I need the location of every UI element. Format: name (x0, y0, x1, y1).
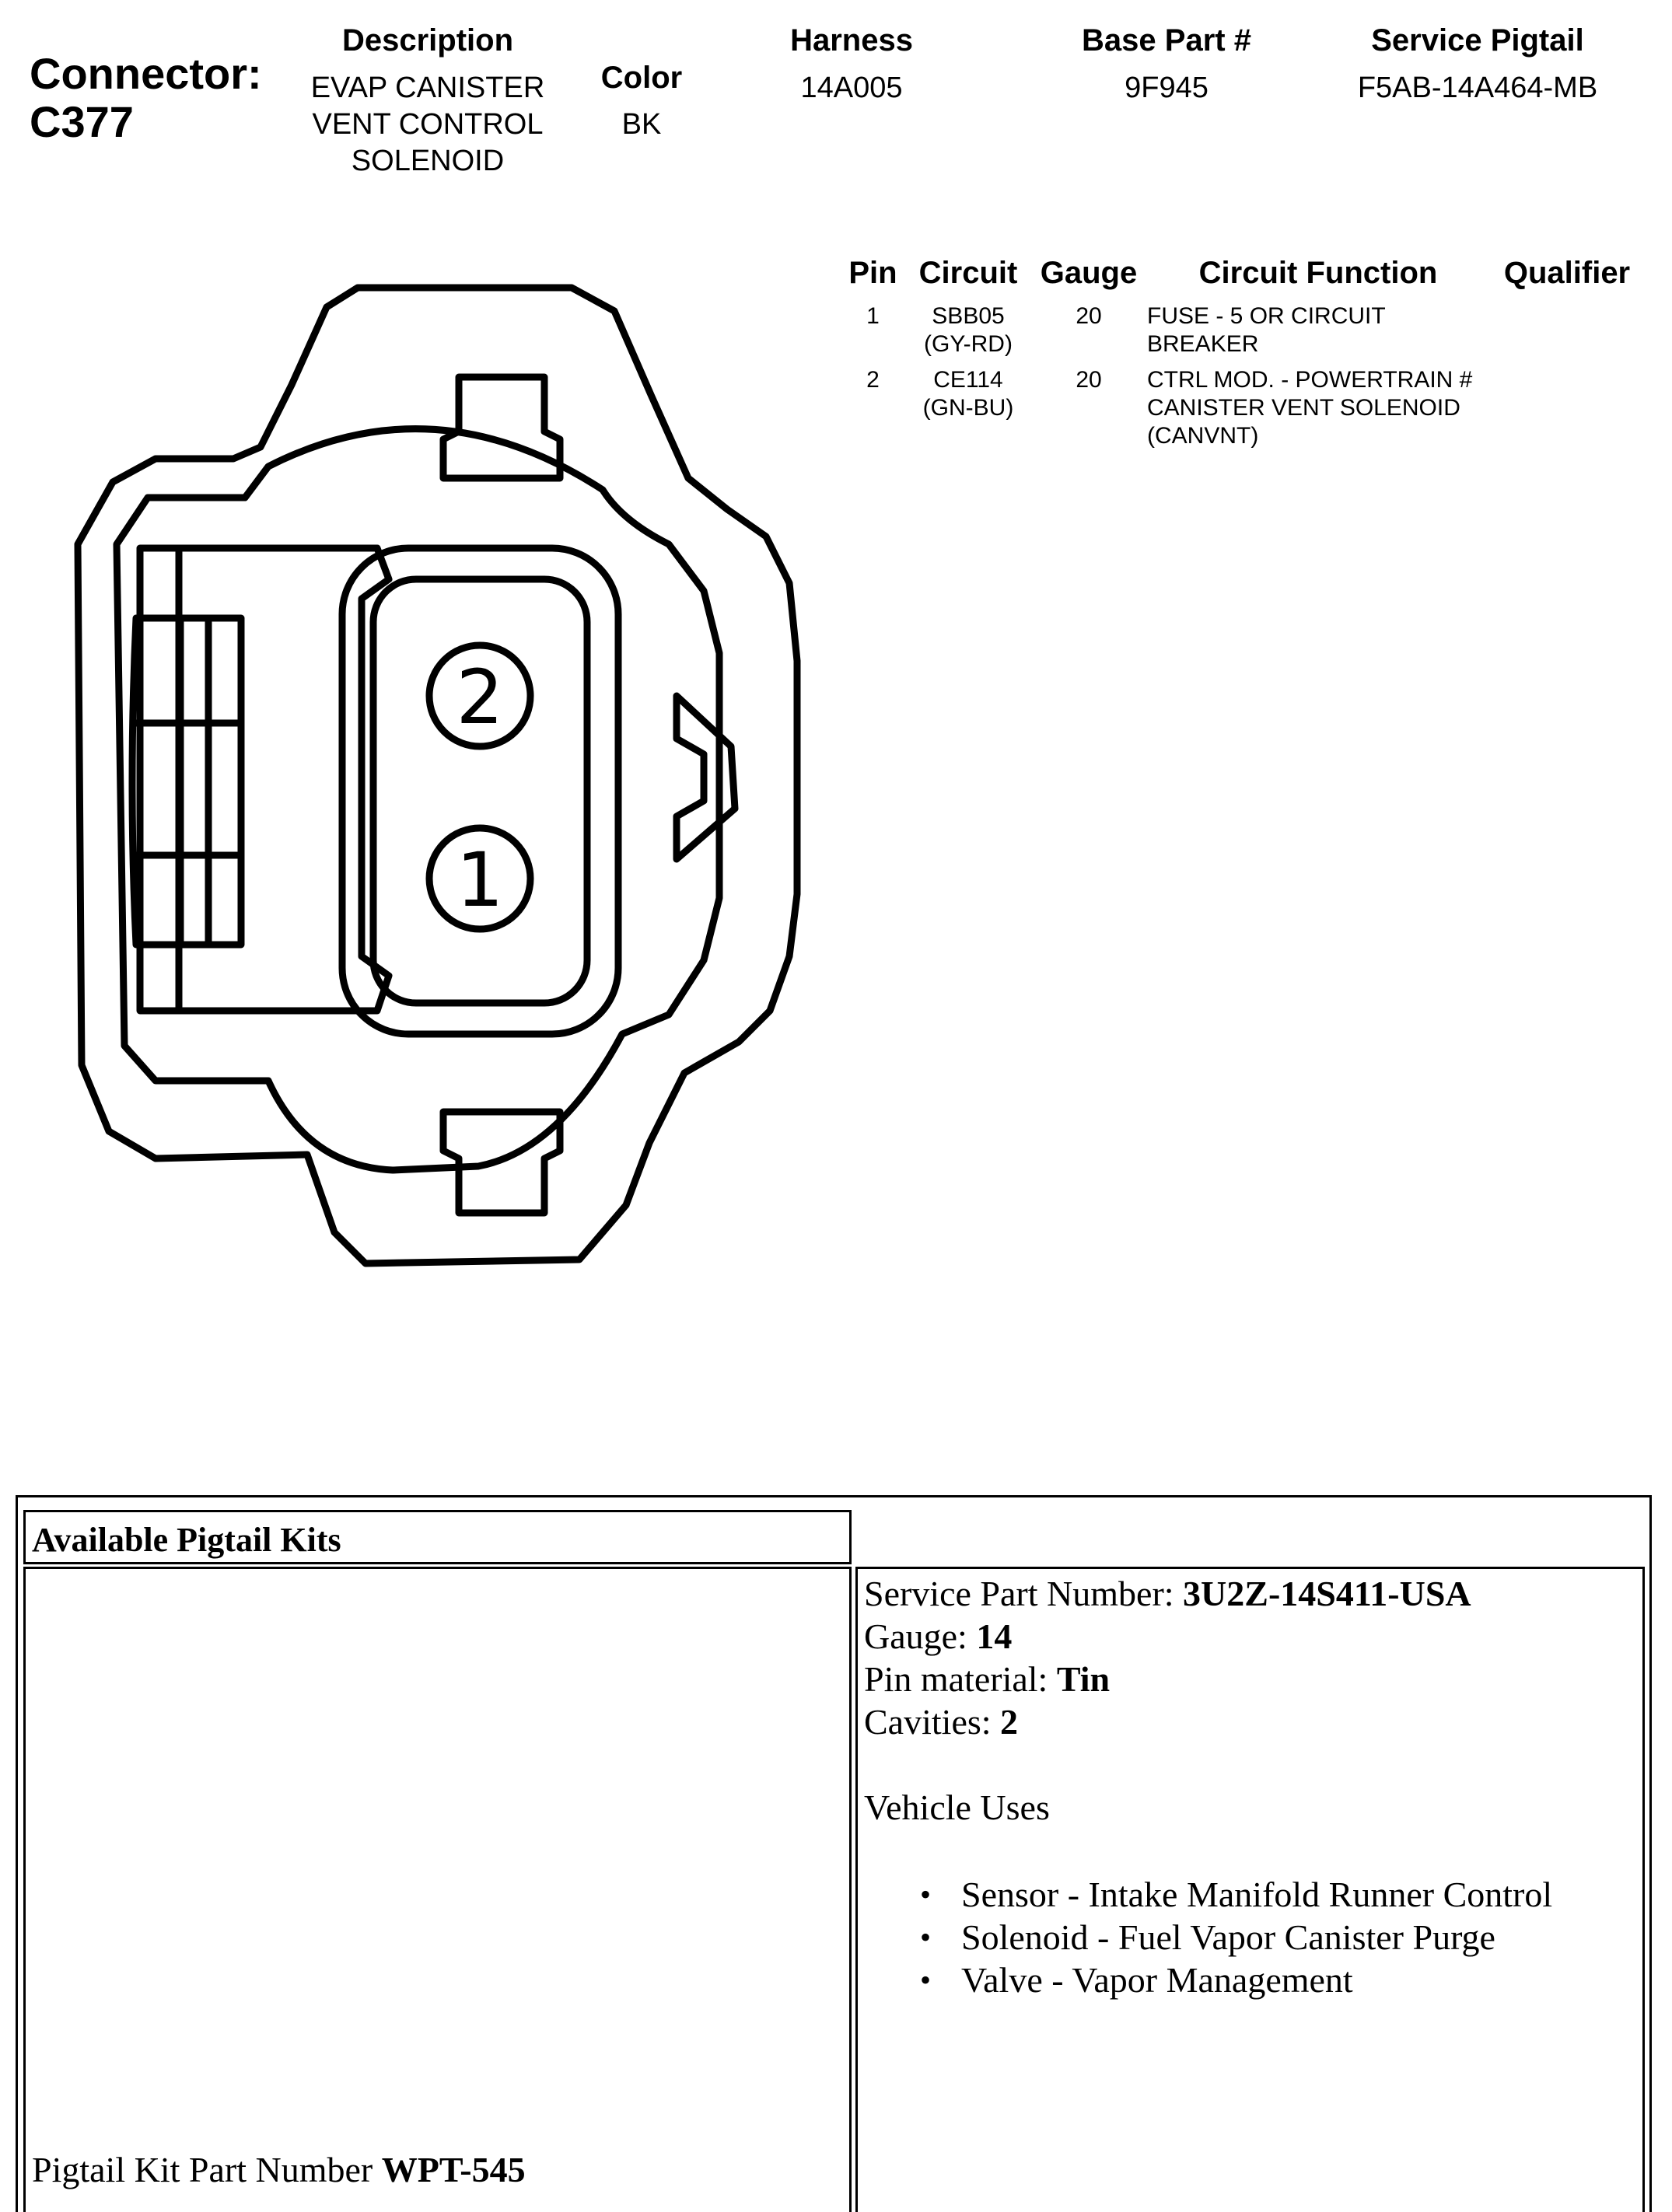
pin-table-header-gauge: Gauge (1040, 256, 1138, 290)
list-item: • Sensor - Intake Manifold Runner Control (864, 1873, 1642, 1916)
color-header: Color (600, 61, 683, 95)
key-right (677, 696, 735, 859)
vehicle-uses-list (864, 1873, 1642, 2001)
description-line: SOLENOID (351, 145, 505, 177)
connector-face-diagram (0, 0, 855, 1322)
pin-1-label: 1 (456, 837, 504, 924)
vehicle-uses-title: Vehicle Uses (864, 1787, 1050, 1827)
pin-table-header-circuit: Circuit (918, 256, 1018, 290)
pin-gauge: 20 (1076, 303, 1102, 329)
function-line: (CANVNT) (1147, 423, 1259, 449)
cavities-label: Cavities: (864, 1702, 1001, 1742)
pin-table-header-qualifier: Qualifier (1503, 256, 1631, 290)
kit-part-value: WPT-545 (381, 2150, 526, 2189)
connector-id: C377 (30, 97, 134, 146)
pin-material-value: Tin (1056, 1659, 1111, 1699)
description-line: EVAP CANISTER (310, 72, 545, 104)
gauge-label: Gauge: (864, 1616, 977, 1656)
pigtail-image-cell (23, 1567, 852, 2212)
harness-header: Harness (790, 23, 913, 58)
service-pigtail-value: F5AB-14A464-MB (1357, 72, 1598, 104)
service-pigtail-header: Service Pigtail (1371, 23, 1584, 58)
connector-outer-housing (78, 288, 797, 1263)
pin-circuit (910, 366, 1027, 422)
cavities-value: 2 (1000, 1702, 1019, 1742)
service-part-label: Service Part Number: (864, 1574, 1184, 1613)
base-part-value: 9F945 (1125, 72, 1209, 104)
pigtail-title-cell (23, 1510, 852, 1564)
gauge-line (864, 1615, 1642, 1658)
service-part-value: 3U2Z-14S411-USA (1183, 1574, 1471, 1613)
service-part-number (864, 1572, 1642, 1615)
pin-gauge: 20 (1076, 367, 1102, 393)
pin-table-header-function: Circuit Function (1198, 256, 1438, 290)
gauge-value: 14 (976, 1616, 1013, 1656)
pin-2-label: 2 (456, 654, 504, 741)
latch-body (132, 618, 241, 945)
pin-material-label: Pin material: (864, 1659, 1057, 1699)
cavities-line (864, 1700, 1642, 1743)
description-header: Description (341, 23, 514, 58)
pigtail-details (864, 1572, 1642, 2001)
pin-function (1147, 366, 1505, 450)
pin-number: 2 (866, 367, 880, 393)
pigtail-kit-part-number (32, 2148, 526, 2191)
color-value: BK (621, 108, 662, 141)
pin-function (1147, 302, 1505, 358)
kit-part-label: Pigtail Kit Part Number (32, 2150, 382, 2189)
cavity-outer (342, 548, 618, 1034)
harness-value: 14A005 (800, 72, 903, 104)
function-line: BREAKER (1147, 331, 1259, 357)
circuit-code: CE114 (933, 367, 1003, 393)
list-item: • Solenoid - Fuel Vapor Canister Purge (864, 1916, 1642, 1959)
pin-table-header-pin: Pin (848, 256, 897, 290)
list-item: • Valve - Vapor Management (864, 1959, 1642, 2001)
key-top (443, 377, 560, 478)
function-line: CTRL MOD. - POWERTRAIN # (1147, 367, 1473, 393)
pin-number: 1 (866, 303, 880, 329)
description-line: VENT CONTROL (312, 108, 544, 141)
connector-label: Connector: (30, 49, 262, 98)
circuit-color: (GN-BU) (922, 395, 1014, 421)
base-part-header: Base Part # (1082, 23, 1251, 58)
circuit-code: SBB05 (932, 303, 1005, 329)
pigtail-title: Available Pigtail Kits (32, 1521, 341, 1559)
pigtail-details-cell (855, 1567, 1645, 2212)
function-line: FUSE - 5 OR CIRCUIT (1147, 303, 1386, 329)
function-line: CANISTER VENT SOLENOID (1147, 395, 1460, 421)
pin-material-line (864, 1658, 1642, 1700)
circuit-color: (GY-RD) (924, 331, 1013, 357)
pin-circuit (910, 302, 1027, 358)
